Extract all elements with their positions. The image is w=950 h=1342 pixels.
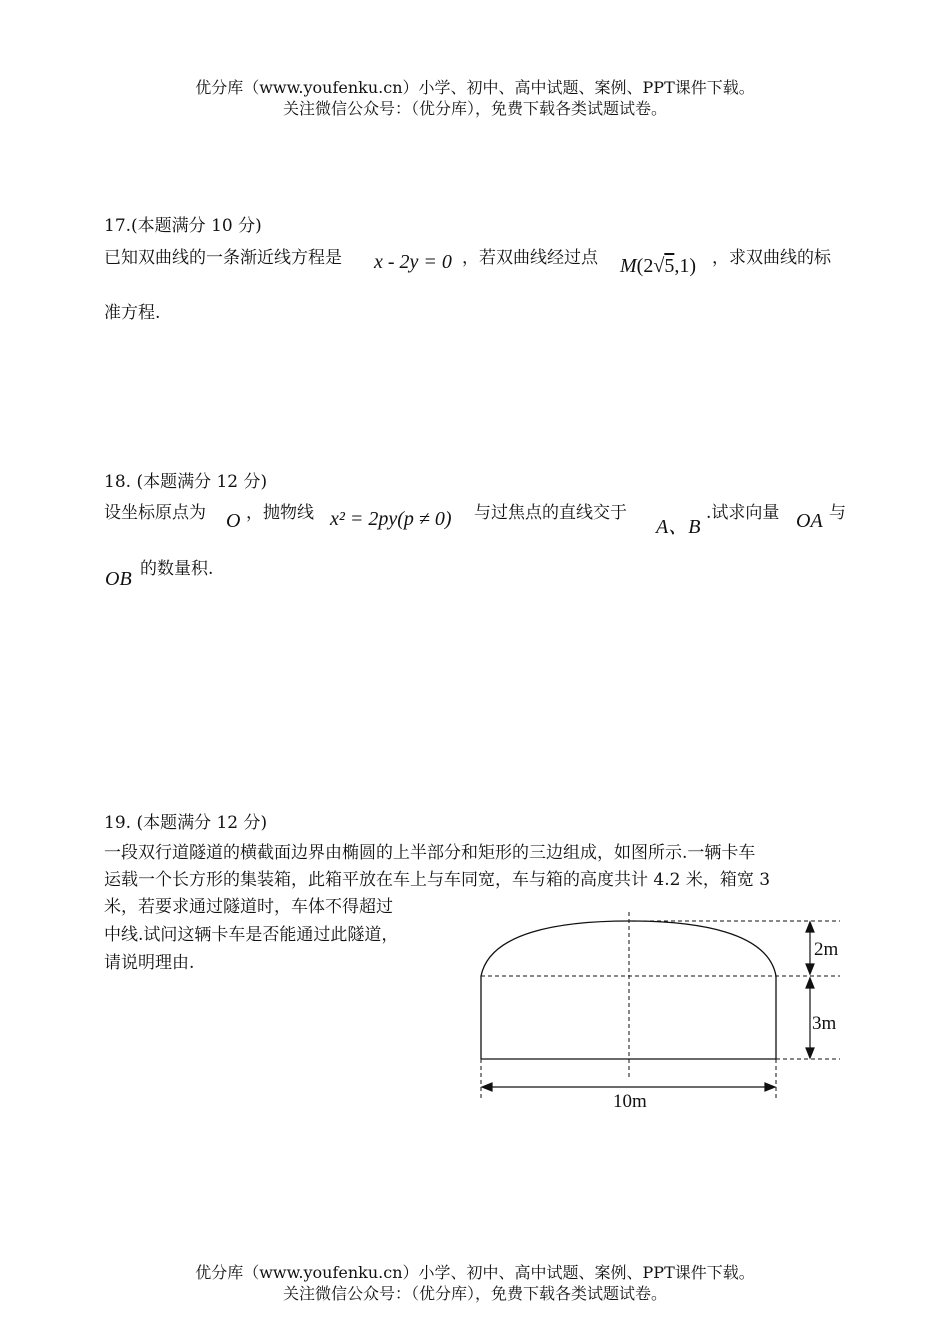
q18-points-ab: A、B [656,516,701,538]
dim-2m-arrow-down [806,964,814,974]
q19-title: 19. (本题满分 12 分) [104,813,268,833]
header-line-2: 关注微信公众号：（优分库），免费下载各类试题试卷。 [282,99,667,118]
q17-text-4: 准方程. [104,303,161,323]
q17-point-close: ,1) [674,255,696,277]
header-line-1: 优分库（www.youfenku.cn）小学、初中、高中试题、案例、PPT课件下载。 [195,78,755,97]
q17-asymptote-equation: x - 2y = 0 [374,251,452,273]
label-10m: 10m [613,1091,647,1112]
q17-title: 17.(本题满分 10 分) [104,216,262,236]
q19-line-2: 运载一个长方形的集装箱，此箱平放在车上与车同宽，车与箱的高度共计 4.2 米，箱宽 3 [104,870,771,890]
dim-2m-arrow-up [806,922,814,932]
q18-vector-oa: OA [796,510,823,532]
q18-origin-o: O [226,510,241,532]
q19-line-4: 中线.试问这辆卡车是否能通过此隧道， [104,925,399,945]
q17-point-radicand: 5 [664,255,675,277]
q17-text-2: ，若双曲线经过点 [462,248,598,268]
q18-text-4: .试求向量 [706,503,780,523]
q18-text-5: 与 [829,503,846,523]
footer-line-1: 优分库（www.youfenku.cn）小学、初中、高中试题、案例、PPT课件下载。 [195,1263,755,1282]
q17-point-letter: M [620,255,637,277]
q17-text-3: ，求双曲线的标 [712,248,831,268]
q18-text-3: 与过焦点的直线交于 [474,503,627,523]
q19-line-3: 米，若要求通过隧道时，车体不得超过 [104,897,393,917]
label-3m: 3m [812,1013,837,1034]
q19-line-5: 请说明理由. [104,953,195,973]
q18-text-2: ，抛物线 [246,503,314,523]
q19-line-1: 一段双行道隧道的横截面边界由椭圆的上半部分和矩形的三边组成，如图所示.一辆卡车 [104,843,756,863]
dim-3m-arrow-down [806,1048,814,1058]
q18-title: 18. (本题满分 12 分) [104,472,268,492]
q17-point-open: (2 [636,255,654,277]
q18-vector-ob: OB [105,568,132,590]
footer-line-2: 关注微信公众号：（优分库），免费下载各类试题试卷。 [282,1284,667,1303]
label-2m: 2m [814,939,839,960]
q18-text-1: 设坐标原点为 [104,503,206,523]
q18-parabola-equation: x² = 2py(p ≠ 0) [330,508,452,530]
dim-10m-arrow-left [482,1083,492,1091]
q18-text-6: 的数量积. [140,559,214,579]
q17-text-1: 已知双曲线的一条渐近线方程是 [104,248,342,268]
dim-10m-arrow-right [765,1083,775,1091]
dim-3m-arrow-up [806,978,814,988]
sqrt-icon: √ [653,255,665,277]
